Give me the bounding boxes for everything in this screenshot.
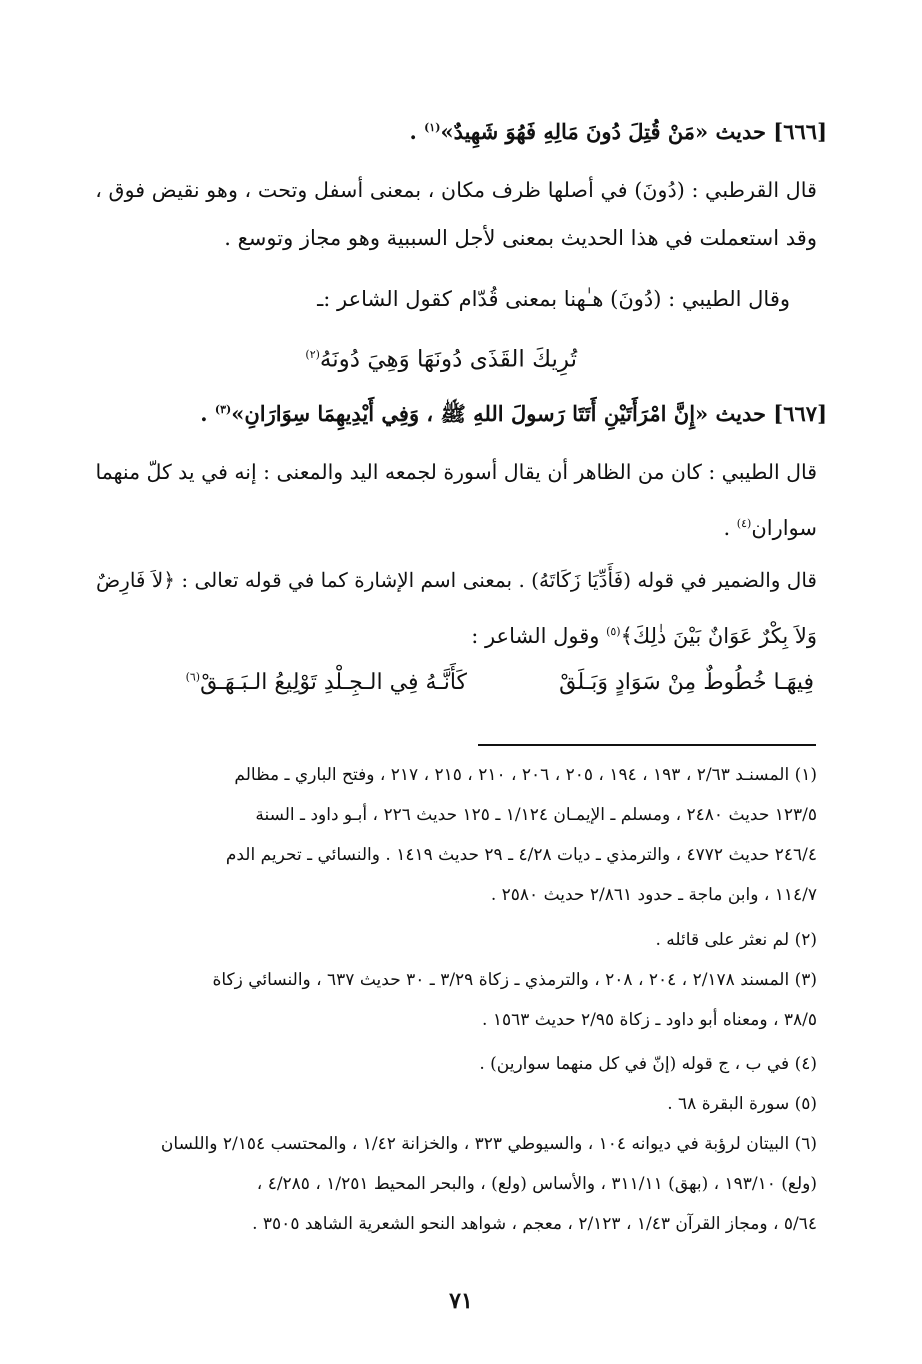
footnote-ref-1: (١) xyxy=(424,121,441,134)
footnote-ref-4: (٤) xyxy=(736,517,752,530)
footnote-1-line: ١٢٣/٥ حديث ٢٤٨٠ ، ومسلم ـ الإيمـان ١/١٢٤ ـ ١٢٥ حديث ٢٢٦ ، أبـو داود ـ السنة xyxy=(255,805,817,825)
footnote-4-line: (٤) في ب ، ج قوله (إنّ في كل منهما سوارين) . xyxy=(479,1054,817,1074)
pronoun-comment-line-2: وَلاَ بِكْرٌ عَوَانٌ بَيْنَ ذٰلِكَ﴾$^{(٥)}$ وقول الشاعر : xyxy=(471,624,817,648)
footnote-1-line: ١١٤/٧ ، وابن ماجة ـ حدود ٢/٨٦١ حديث ٢٥٨٠ . xyxy=(490,885,817,905)
poetry-quote: تُرِيكَ القَذَى دُونَهَا وَهِيَ دُونَهُ$^{(٢)}$ xyxy=(305,346,577,373)
tibi-comment: وقال الطيبي : (دُونَ) هـٰهنا بمعنى قُدّام كقول الشاعر :ـ xyxy=(317,287,790,311)
verse-second-hemistich: كَأَنَّـهُ فِي الـجِـلْدِ تَوْلِيعُ الـبَـهَـقْ$^{(٦)}$ xyxy=(185,670,467,695)
footnote-1-line: (١) المسنـد ٢/٦٣ ، ١٩٣ ، ١٩٤ ، ٢٠٥ ، ٢٠٦ ، ٢١٠ ، ٢١٥ ، ٢١٧ ، وفتح الباري ـ مظالم xyxy=(234,765,817,785)
footnote-6-line: (٦) البيتان لرؤبة في ديوانه ١٠٤ ، والسيوطي ٣٢٣ ، والخزانة ١/٤٢ ، والمحتسب ٢/١٥٤ واللسان xyxy=(160,1134,817,1154)
hadith-667-text: [٦٦٧] حديث «إِنَّ امْرَأَتَيْنِ أَتَتَا رَسولَ اللهِ ﷺ ، وَفِي أَيْدِيهِمَا سِوَارَانِ» xyxy=(231,401,827,426)
footnote-ref-5: (٥) xyxy=(606,625,621,638)
footnote-6-line: ٥/٦٤ ، ومجاز القرآن ١/٤٣ ، ٢/١٢٣ ، معجم ، شواهد النحو الشعرية الشاهد ٣٥٠٥ . xyxy=(252,1214,817,1234)
footnote-3-line: ٣٨/٥ ، ومعناه أبو داود ـ زكاة ٢/٩٥ حديث ١٥٦٣ . xyxy=(482,1010,817,1030)
footnote-3-line: (٣) المسند ٢/١٧٨ ، ٢٠٤ ، ٢٠٨ ، والترمذي ـ زكاة ٣/٢٩ ـ ٣٠ حديث ٦٣٧ ، والنسائي زكاة xyxy=(212,970,817,990)
footnote-1-line: ٢٤٦/٤ حديث ٤٧٧٢ ، والترمذي ـ ديات ٤/٢٨ ـ ٢٩ حديث ١٤١٩ . والنسائي ـ تحريم الدم xyxy=(225,845,817,865)
hadith-666-text: [٦٦٦] حديث «مَنْ قُتِلَ دُونَ مَالِهِ فَهُوَ شَهِيدٌ» xyxy=(440,119,827,144)
tibi-comment-2-line-1: قال الطيبي : كان من الظاهر أن يقال أسورة لجمعه اليد والمعنى : إنه في يد كلّ منهما xyxy=(95,460,817,484)
hadith-667-heading: [٦٦٧] حديث «إِنَّ امْرَأَتَيْنِ أَتَتَا رَسولَ اللهِ ﷺ ، وَفِي أَيْدِيهِمَا سِوَارَانِ»$^{(٣)}$ . xyxy=(200,401,827,426)
footnote-ref-3: (٣) xyxy=(214,403,232,416)
hadith-666-heading: [٦٦٦] حديث «مَنْ قُتِلَ دُونَ مَالِهِ فَهُوَ شَهِيدٌ»$^{(١)}$ . xyxy=(409,119,827,144)
footnote-6-line: (ولع) ١٩٣/١٠ ، (بهق) ٣١١/١١ ، والأساس (ولع) ، والبحر المحيط ١/٢٥١ ، ٤/٢٨٥ ، xyxy=(256,1174,817,1194)
verse-first-hemistich: فِيهَـا خُطُوطٌ مِنْ سَوَادٍ وَبَـلَقْ xyxy=(559,670,814,695)
pronoun-comment-line-1: قال والضمير في قوله (فَأَدِّيَا زَكَاتَهُ) . بمعنى اسم الإشارة كما في قوله تعالى : ﴿لاَ فَارِضٌ xyxy=(95,568,817,592)
page-number: ٧١ xyxy=(449,1288,473,1314)
footnote-ref-2: (٢) xyxy=(305,348,320,361)
qurtubi-comment-line-1: قال القرطبي : (دُونَ) في أصلها ظرف مكان ، بمعنى أسفل وتحت ، وهو نقيض فوق ، xyxy=(95,178,817,202)
footnote-separator xyxy=(478,744,816,746)
footnote-2-line: (٢) لم نعثر على قائله . xyxy=(655,930,817,950)
footnote-5-line: (٥) سورة البقرة ٦٨ . xyxy=(667,1094,817,1114)
footnote-ref-6: (٦) xyxy=(185,670,201,684)
tibi-comment-2-line-2: سواران$^{(٤)}$ . xyxy=(723,516,817,540)
qurtubi-comment-line-2: وقد استعملت في هذا الحديث بمعنى لأجل السببية وهو مجاز وتوسع . xyxy=(224,226,817,250)
